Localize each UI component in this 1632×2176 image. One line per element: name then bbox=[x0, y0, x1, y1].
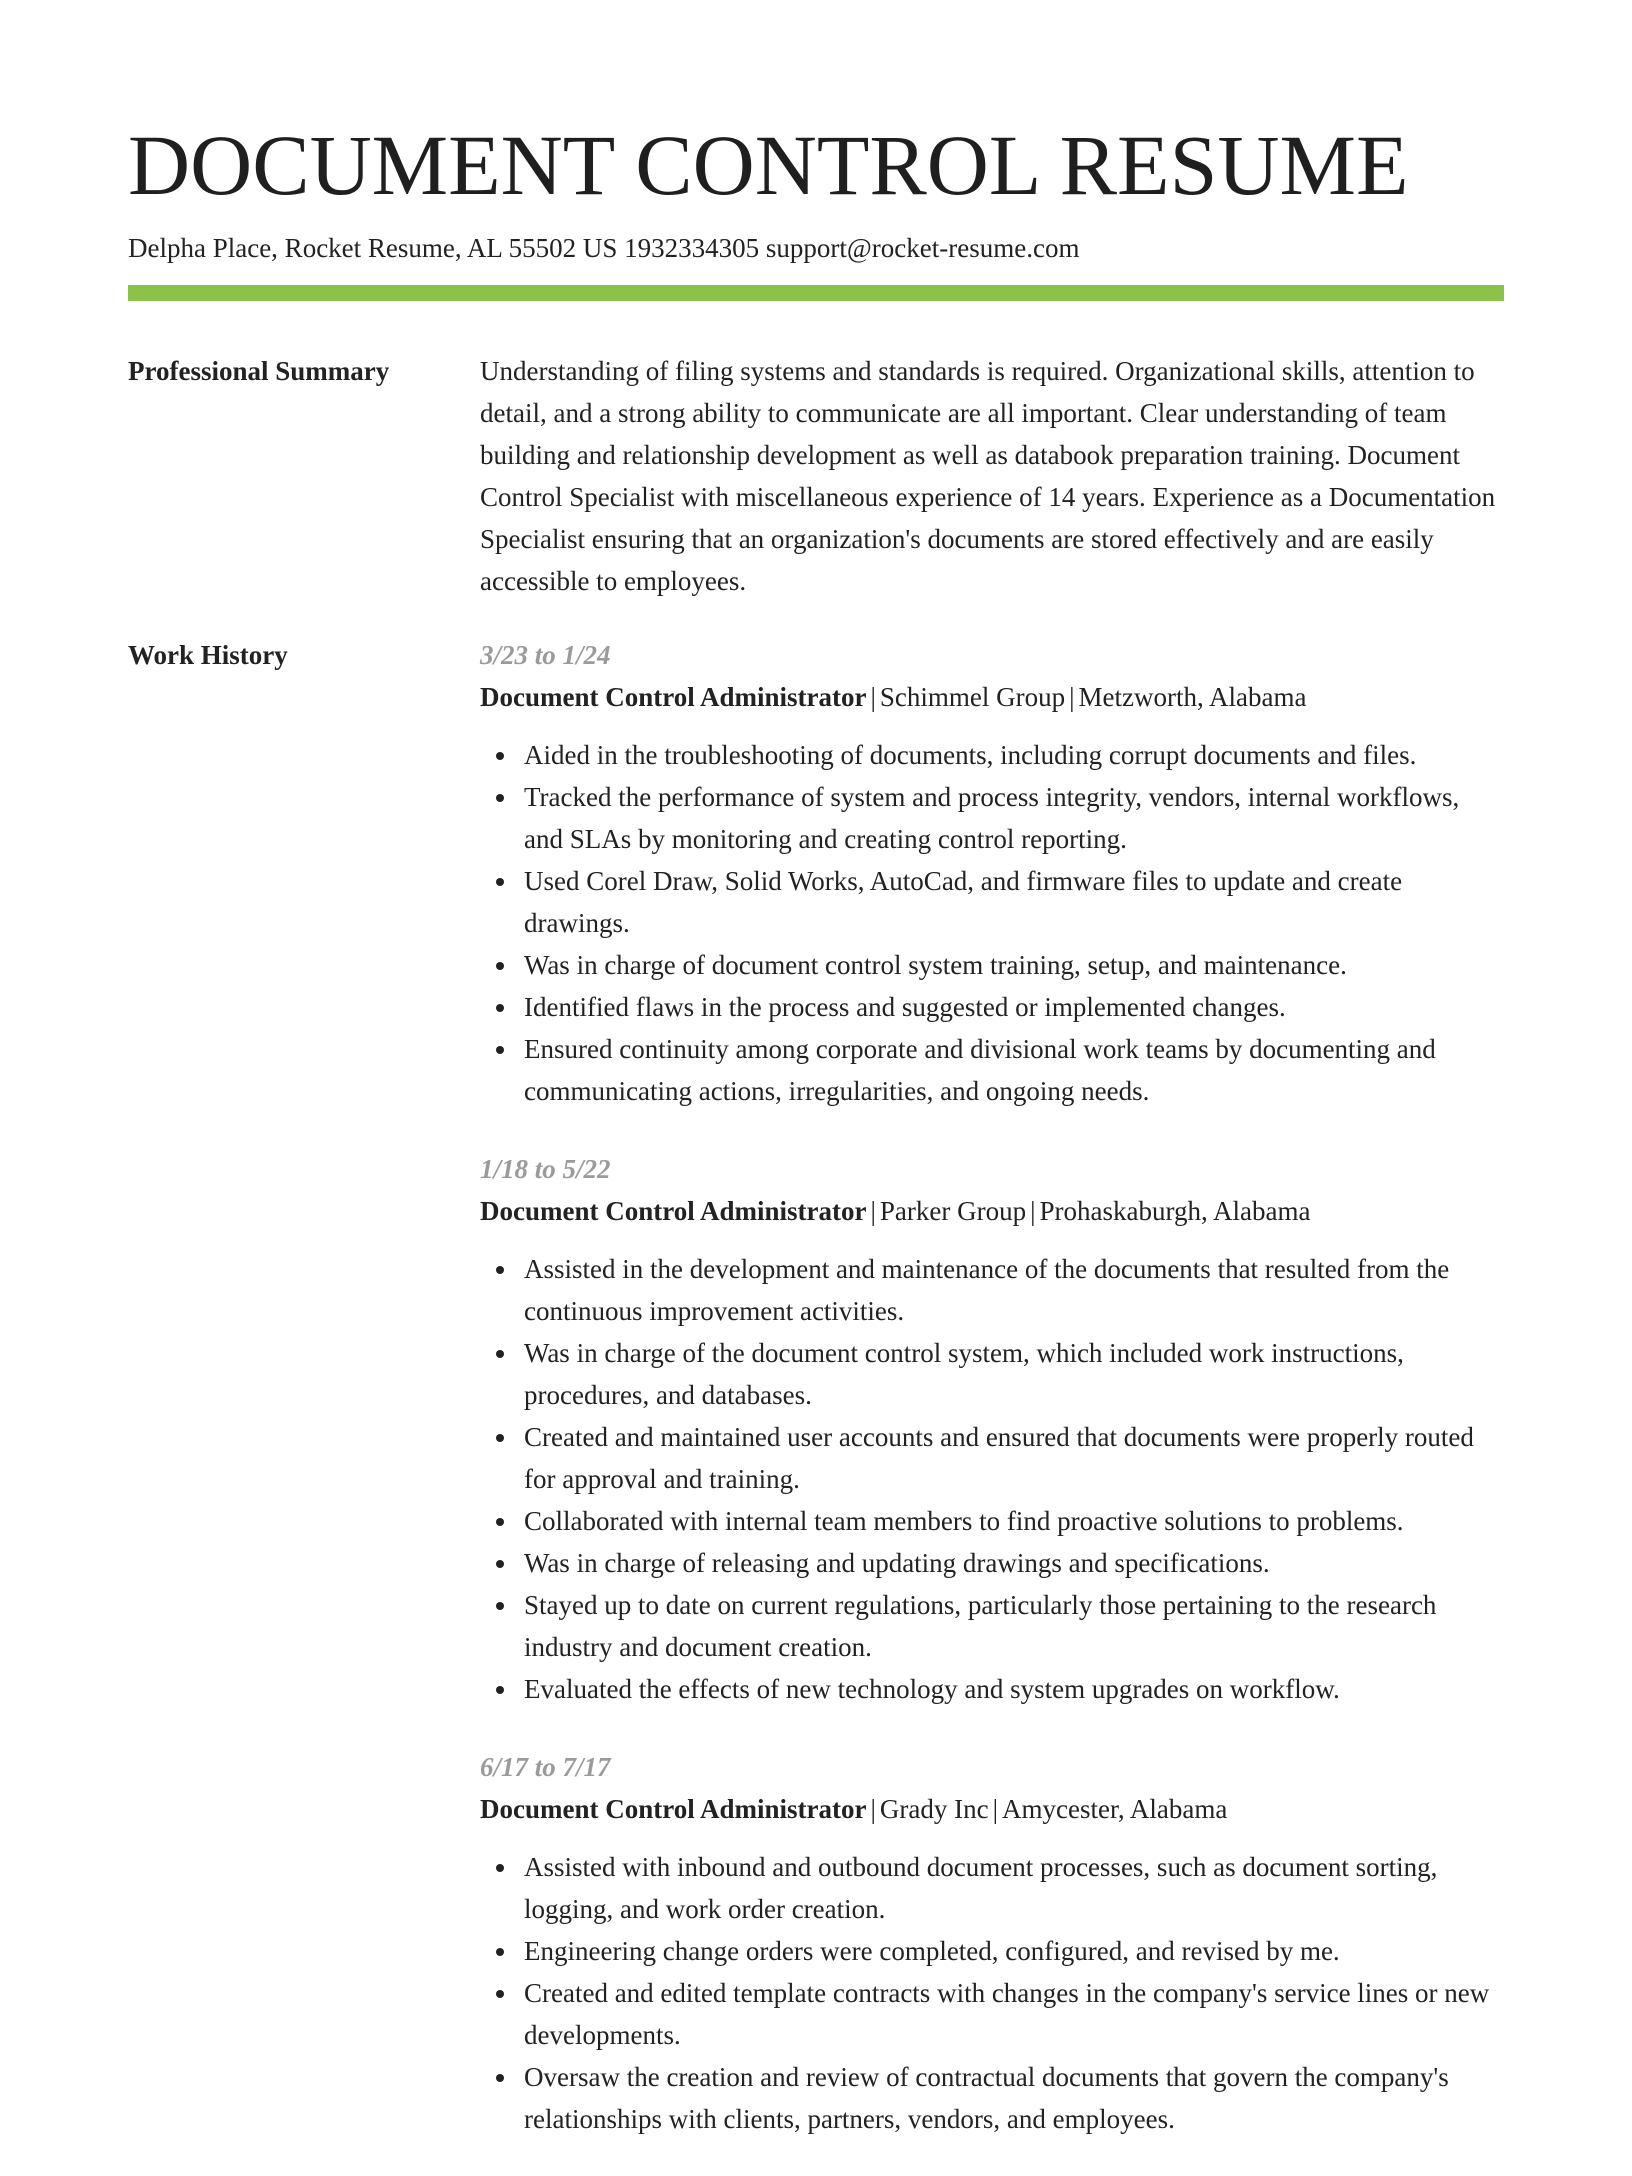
summary-body bbox=[480, 350, 1504, 602]
email: support@rocket-resume.com bbox=[765, 233, 1080, 263]
job-company: Parker Group bbox=[879, 1196, 1027, 1226]
job-bullet: Was in charge of document control system training, setup, and maintenance. bbox=[524, 944, 1504, 986]
job-bullet: Identified flaws in the process and suggested or implemented changes. bbox=[524, 986, 1504, 1028]
job-bullet: Was in charge of the document control system, which included work instructions, procedures, and databases. bbox=[524, 1332, 1504, 1416]
summary-text: Understanding of filing systems and standards is required. Organizational skills, attention to detail, and a strong ability to communicate are all important. Clear understanding of team building and relationship development as well as databook preparation training. Document Control Specialist with miscellaneous experience of 14 years. Experience as a Documentation Specialist ensuring that an organization's documents are stored effectively and are easily accessible to employees. bbox=[480, 356, 1496, 596]
job-heading bbox=[480, 676, 1504, 718]
job-bullet: Assisted with inbound and outbound document processes, such as document sorting, logging, and work order creation. bbox=[524, 1846, 1504, 1930]
job-bullet: Engineering change orders were completed, configured, and revised by me. bbox=[524, 1930, 1504, 1972]
job-bullet: Evaluated the effects of new technology and system upgrades on workflow. bbox=[524, 1668, 1504, 1710]
job-title: Document Control Administrator bbox=[480, 1196, 867, 1226]
address: Delpha Place, Rocket Resume, AL 55502 US bbox=[128, 233, 618, 263]
resume-title: DOCUMENT CONTROL RESUME bbox=[128, 117, 1409, 213]
separator: | bbox=[1030, 1196, 1036, 1226]
job-entry bbox=[480, 1148, 1504, 1710]
job-entry bbox=[480, 1746, 1504, 2140]
job-company: Schimmel Group bbox=[879, 682, 1066, 712]
job-date: 1/18 to 5/22 bbox=[480, 1154, 611, 1184]
separator: | bbox=[870, 682, 876, 712]
job-bullet: Created and edited template contracts with changes in the company's service lines or new developments. bbox=[524, 1972, 1504, 2056]
phone: 1932334305 bbox=[624, 233, 760, 263]
header-divider bbox=[128, 285, 1504, 301]
job-company: Grady Inc bbox=[879, 1794, 989, 1824]
job-date: 3/23 to 1/24 bbox=[480, 640, 611, 670]
work-history-label: Work History bbox=[128, 640, 288, 670]
job-bullet: Ensured continuity among corporate and divisional work teams by documenting and communicating actions, irregularities, and ongoing needs. bbox=[524, 1028, 1504, 1112]
job-bullet: Was in charge of releasing and updating drawings and specifications. bbox=[524, 1542, 1504, 1584]
job-bullet: Collaborated with internal team members to find proactive solutions to problems. bbox=[524, 1500, 1504, 1542]
job-title: Document Control Administrator bbox=[480, 682, 867, 712]
summary-label: Professional Summary bbox=[128, 356, 390, 386]
job-bullet: Assisted in the development and maintenance of the documents that resulted from the continuous improvement activities. bbox=[524, 1248, 1504, 1332]
job-location: Amycester, Alabama bbox=[1002, 1794, 1228, 1824]
job-bullet: Used Corel Draw, Solid Works, AutoCad, and firmware files to update and create drawings. bbox=[524, 860, 1504, 944]
job-bullet: Oversaw the creation and review of contractual documents that govern the company's relationships with clients, partners, vendors, and employees. bbox=[524, 2056, 1504, 2140]
job-bullet: Aided in the troubleshooting of documents, including corrupt documents and files. bbox=[524, 734, 1504, 776]
job-title: Document Control Administrator bbox=[480, 1794, 867, 1824]
job-bullet: Created and maintained user accounts and ensured that documents were properly routed for approval and training. bbox=[524, 1416, 1504, 1500]
job-heading bbox=[480, 1788, 1504, 1830]
job-date: 6/17 to 7/17 bbox=[480, 1752, 611, 1782]
contact-line bbox=[128, 232, 1079, 264]
separator: | bbox=[1069, 682, 1075, 712]
job-bullet-list bbox=[480, 1846, 1504, 2140]
job-bullet: Tracked the performance of system and process integrity, vendors, internal workflows, and SLAs by monitoring and creating control reporting. bbox=[524, 776, 1504, 860]
job-list bbox=[480, 634, 1504, 2176]
job-bullet: Stayed up to date on current regulations, particularly those pertaining to the research industry and document creation. bbox=[524, 1584, 1504, 1668]
separator: | bbox=[870, 1196, 876, 1226]
job-location: Metzworth, Alabama bbox=[1078, 682, 1307, 712]
job-entry bbox=[480, 634, 1504, 1112]
job-heading bbox=[480, 1190, 1504, 1232]
separator: | bbox=[992, 1794, 998, 1824]
separator: | bbox=[870, 1794, 876, 1824]
job-bullet-list bbox=[480, 734, 1504, 1112]
job-bullet-list bbox=[480, 1248, 1504, 1710]
job-location: Prohaskaburgh, Alabama bbox=[1039, 1196, 1311, 1226]
